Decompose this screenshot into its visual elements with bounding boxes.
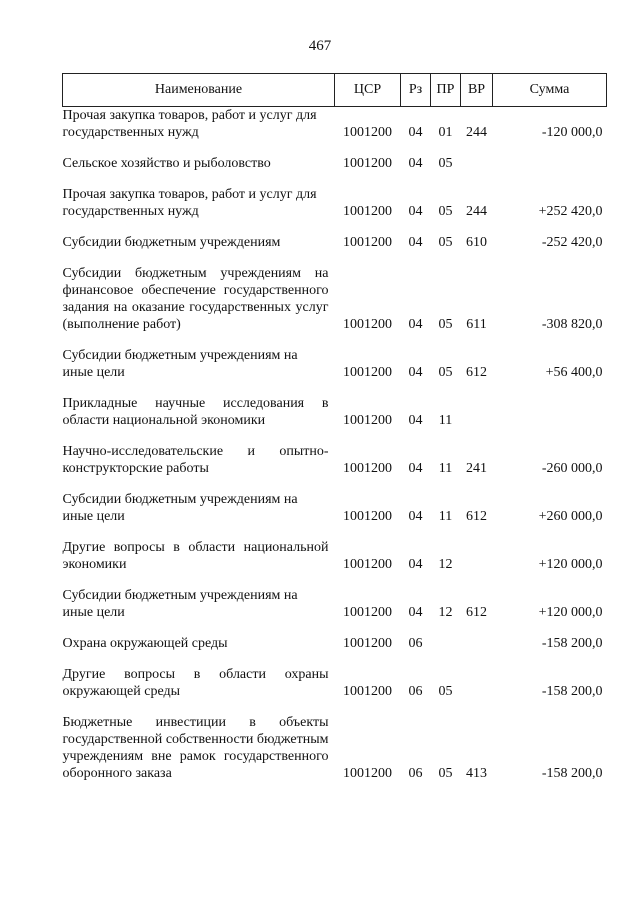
row-name: Научно-исследовательские и опытно-конструкторские работы bbox=[62, 444, 329, 476]
row-vr: 413 bbox=[466, 766, 487, 781]
row-name: Субсидии бюджетным учреждениям bbox=[62, 235, 281, 250]
row-csr: 1001200 bbox=[343, 461, 392, 476]
row-rz: 04 bbox=[408, 557, 423, 572]
row-sum: +252 420,0 bbox=[538, 204, 603, 219]
row-rz: 04 bbox=[408, 125, 423, 140]
row-name: Субсидии бюджетным учреждениям на иные цели bbox=[62, 348, 298, 380]
row-sum: +56 400,0 bbox=[545, 365, 603, 380]
row-sum: -252 420,0 bbox=[541, 235, 603, 250]
table-row bbox=[63, 491, 607, 539]
row-rz: 04 bbox=[408, 317, 423, 332]
row-sum: -158 200,0 bbox=[541, 684, 603, 699]
row-name: Прочая закупка товаров, работ и услуг для государственных нужд bbox=[62, 187, 317, 219]
table-row bbox=[63, 186, 607, 234]
row-rz: 04 bbox=[408, 156, 423, 171]
row-rz: 04 bbox=[408, 365, 423, 380]
row-vr bbox=[461, 539, 493, 587]
row-name: Другие вопросы в области охраны окружающей среды bbox=[62, 667, 329, 699]
table-row bbox=[63, 107, 607, 156]
row-pr: 11 bbox=[438, 461, 453, 476]
row-pr: 05 bbox=[438, 235, 453, 250]
row-sum: -260 000,0 bbox=[541, 461, 603, 476]
row-pr: 05 bbox=[438, 156, 453, 171]
row-rz: 04 bbox=[408, 461, 423, 476]
row-csr: 1001200 bbox=[343, 365, 392, 380]
row-vr: 241 bbox=[466, 461, 487, 476]
row-csr: 1001200 bbox=[343, 557, 392, 572]
row-sum: -120 000,0 bbox=[541, 125, 603, 140]
row-csr: 1001200 bbox=[343, 684, 392, 699]
budget-table bbox=[62, 73, 607, 796]
row-vr: 610 bbox=[466, 235, 487, 250]
row-pr: 12 bbox=[438, 605, 453, 620]
row-name: Субсидии бюджетным учреждениям на иные цели bbox=[62, 588, 298, 620]
table-header-row bbox=[63, 74, 607, 107]
table-row bbox=[63, 714, 607, 796]
row-name: Сельское хозяйство и рыболовство bbox=[62, 156, 271, 171]
row-pr: 05 bbox=[438, 204, 453, 219]
row-rz: 04 bbox=[408, 235, 423, 250]
row-vr bbox=[461, 155, 493, 186]
table-row bbox=[63, 539, 607, 587]
row-csr: 1001200 bbox=[343, 636, 392, 651]
row-rz: 06 bbox=[408, 684, 423, 699]
row-name: Другие вопросы в области национальной экономики bbox=[62, 540, 329, 572]
table-row bbox=[63, 666, 607, 714]
row-pr: 05 bbox=[438, 365, 453, 380]
table-row bbox=[63, 155, 607, 186]
row-pr: 01 bbox=[438, 125, 453, 140]
row-sum: +120 000,0 bbox=[538, 557, 603, 572]
row-sum: -308 820,0 bbox=[541, 317, 603, 332]
row-vr: 244 bbox=[466, 125, 487, 140]
row-sum: -158 200,0 bbox=[541, 636, 603, 651]
row-sum: +260 000,0 bbox=[538, 509, 603, 524]
row-pr: 12 bbox=[438, 557, 453, 572]
row-rz: 06 bbox=[408, 766, 423, 781]
row-name: Субсидии бюджетным учреждениям на финансовое обеспечение государственного задания на оказание государственных услуг (выполнение работ) bbox=[62, 266, 329, 332]
row-name: Прочая закупка товаров, работ и услуг для государственных нужд bbox=[62, 108, 317, 140]
row-pr: 05 bbox=[438, 766, 453, 781]
header-vr: ВР bbox=[461, 74, 493, 107]
row-vr: 612 bbox=[466, 365, 487, 380]
row-vr: 611 bbox=[466, 317, 487, 332]
row-sum bbox=[493, 155, 607, 186]
row-rz: 04 bbox=[408, 509, 423, 524]
row-csr: 1001200 bbox=[343, 413, 392, 428]
header-rz: Рз bbox=[401, 74, 431, 107]
row-rz: 06 bbox=[408, 636, 423, 651]
row-vr bbox=[461, 395, 493, 443]
row-csr: 1001200 bbox=[343, 509, 392, 524]
row-sum: -158 200,0 bbox=[541, 766, 603, 781]
row-name: Прикладные научные исследования в области национальной экономики bbox=[62, 396, 329, 428]
row-pr: 11 bbox=[438, 413, 453, 428]
table-row bbox=[63, 587, 607, 635]
row-csr: 1001200 bbox=[343, 204, 392, 219]
row-csr: 1001200 bbox=[343, 605, 392, 620]
table-row bbox=[63, 395, 607, 443]
row-vr: 612 bbox=[466, 605, 487, 620]
header-pr: ПР bbox=[431, 74, 461, 107]
table-row bbox=[63, 443, 607, 491]
row-csr: 1001200 bbox=[343, 125, 392, 140]
row-vr bbox=[461, 666, 493, 714]
row-csr: 1001200 bbox=[343, 317, 392, 332]
table-row bbox=[63, 234, 607, 265]
row-pr: 05 bbox=[438, 684, 453, 699]
header-sum: Сумма bbox=[493, 74, 607, 107]
row-rz: 04 bbox=[408, 413, 423, 428]
table-row bbox=[63, 347, 607, 395]
row-vr bbox=[461, 635, 493, 666]
row-pr: 05 bbox=[438, 317, 453, 332]
row-rz: 04 bbox=[408, 204, 423, 219]
row-name: Субсидии бюджетным учреждениям на иные цели bbox=[62, 492, 298, 524]
row-csr: 1001200 bbox=[343, 766, 392, 781]
row-name: Охрана окружающей среды bbox=[62, 636, 228, 651]
row-vr: 244 bbox=[466, 204, 487, 219]
row-sum bbox=[493, 395, 607, 443]
row-name: Бюджетные инвестиции в объекты государственной собственности бюджетным учреждениям вне рамок государственного оборонного заказа bbox=[62, 715, 329, 781]
table-row bbox=[63, 265, 607, 347]
row-sum: +120 000,0 bbox=[538, 605, 603, 620]
page-number: 467 bbox=[308, 38, 332, 54]
header-csr: ЦСР bbox=[335, 74, 401, 107]
row-csr: 1001200 bbox=[343, 156, 392, 171]
row-rz: 04 bbox=[408, 605, 423, 620]
row-pr bbox=[431, 635, 461, 666]
row-csr: 1001200 bbox=[343, 235, 392, 250]
row-pr: 11 bbox=[438, 509, 453, 524]
header-name: Наименование bbox=[63, 74, 335, 107]
table-row bbox=[63, 635, 607, 666]
row-vr: 612 bbox=[466, 509, 487, 524]
